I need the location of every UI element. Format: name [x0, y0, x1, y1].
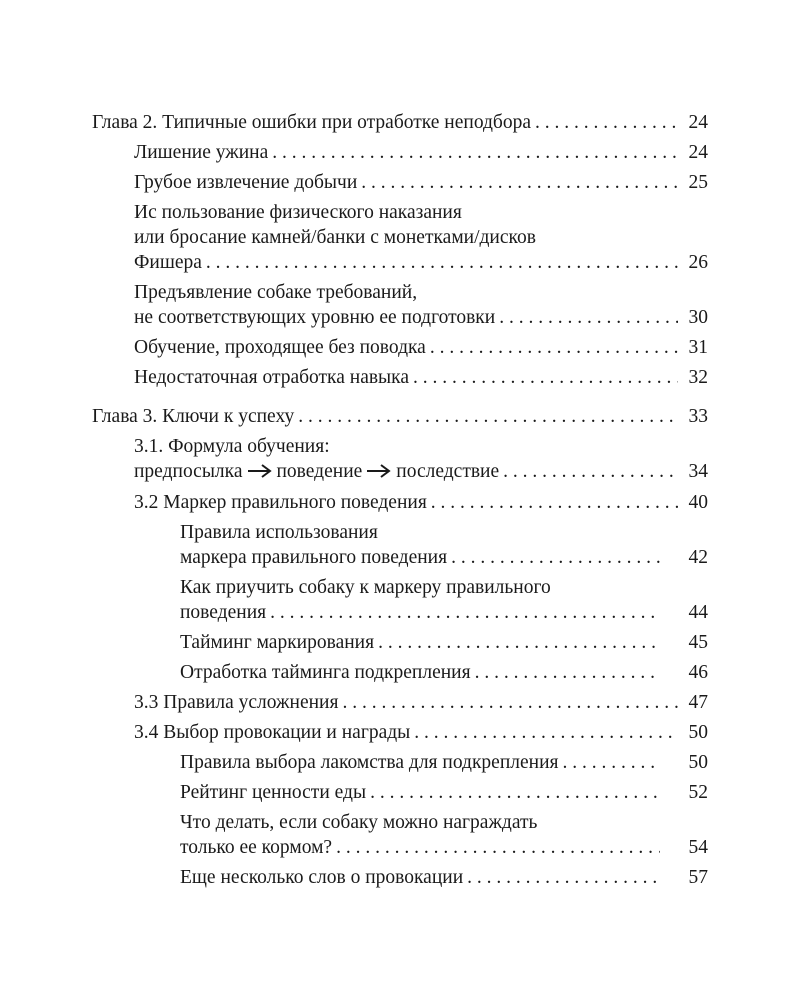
toc-entry-row: [180, 750, 708, 775]
formula-term: последствие: [396, 461, 500, 482]
toc-entry-title: 3.2 Маркер правильного поведения: [134, 492, 427, 514]
toc-entry-line: 3.1. Формула обучения:: [134, 436, 330, 457]
dot-leader: [342, 690, 678, 715]
toc-entry-title: Фишера: [134, 252, 202, 273]
toc-entry-row: [134, 459, 708, 485]
toc-entry[interactable]: [180, 660, 708, 685]
toc-page-number: 40: [688, 492, 708, 514]
dot-leader: [298, 404, 678, 429]
toc-page-number: 44: [688, 602, 708, 624]
toc-entry-row: [92, 404, 708, 429]
toc-entry-title: 3.4 Выбор провокации и награды: [134, 722, 411, 744]
toc-page-number: 52: [688, 782, 708, 804]
toc-entry-row: [180, 660, 708, 685]
dot-leader: [206, 250, 678, 275]
toc-page-number: 42: [688, 547, 708, 569]
toc-entry[interactable]: [92, 110, 708, 135]
dot-leader: [361, 170, 678, 195]
dot-leader: [467, 865, 660, 890]
dot-leader: [336, 835, 660, 860]
dot-leader: [431, 490, 678, 515]
dot-leader: [562, 750, 660, 775]
toc-entry-title: Рейтинг ценности еды: [180, 782, 367, 804]
toc-entry-row: [180, 630, 708, 655]
toc-entry[interactable]: [180, 810, 708, 860]
toc-entry-line: Как приучить собаку к маркеру правильного: [180, 577, 551, 599]
dot-leader: [270, 600, 660, 625]
toc-entry[interactable]: [134, 690, 708, 715]
toc-entry[interactable]: [134, 280, 708, 330]
toc-entry[interactable]: [180, 630, 708, 655]
toc-entry-line: Правила использования: [180, 522, 378, 544]
toc-entry-row: [180, 545, 708, 570]
arrow-right-icon: [247, 460, 273, 485]
toc-entry-line: или бросание камней/банки с монетками/дисков: [134, 227, 536, 248]
toc-entry[interactable]: [180, 865, 708, 890]
dot-leader: [378, 630, 660, 655]
toc-entry-row: [180, 780, 708, 805]
toc-page-number: 32: [688, 367, 708, 388]
toc-entry[interactable]: [134, 200, 708, 275]
toc-entry-title: Глава 2. Типичные ошибки при отработке неподбора: [92, 112, 532, 133]
arrow-right-icon: [366, 460, 392, 485]
toc-page-number: 24: [688, 142, 708, 163]
toc-entry-title: только ее кормом?: [180, 837, 333, 859]
toc-page-number: 46: [688, 662, 708, 684]
table-of-contents: [92, 110, 708, 895]
toc-entry[interactable]: [180, 780, 708, 805]
toc-entry[interactable]: [134, 720, 708, 745]
toc-page-number: 30: [688, 307, 708, 328]
toc-entry-row: [134, 305, 708, 330]
toc-page-number: 24: [688, 112, 708, 133]
toc-entry-row: [134, 720, 708, 745]
toc-entry-line: Ис пользование физического наказания: [134, 202, 462, 223]
toc-entry-row: [134, 490, 708, 515]
toc-page-number: 50: [688, 752, 708, 774]
toc-entry[interactable]: [180, 575, 708, 625]
toc-page-number: 50: [688, 722, 708, 744]
dot-leader: [413, 365, 678, 390]
toc-entry[interactable]: [134, 140, 708, 165]
toc-entry[interactable]: [92, 404, 708, 429]
toc-entry-row: [180, 600, 708, 625]
toc-entry-row: [134, 170, 708, 195]
toc-entry-row: [92, 110, 708, 135]
toc-page-number: 57: [688, 867, 708, 889]
toc-entry-title: Тайминг маркирования: [180, 632, 375, 654]
formula-term: предпосылка: [134, 461, 243, 482]
toc-entry-title: Отработка тайминга подкрепления: [180, 662, 471, 684]
toc-page-number: 25: [688, 172, 708, 193]
toc-entry[interactable]: [180, 750, 708, 775]
toc-entry-title: Глава 3. Ключи к успеху: [92, 406, 295, 427]
toc-entry-title: маркера правильного поведения: [180, 547, 448, 569]
dot-leader: [499, 305, 678, 330]
toc-entry-row: [180, 865, 708, 890]
toc-entry[interactable]: [134, 335, 708, 360]
dot-leader: [503, 459, 678, 484]
dot-leader: [475, 660, 660, 685]
toc-entry-row: [134, 140, 708, 165]
toc-page-number: 31: [688, 337, 708, 358]
toc-entry-title: Лишение ужина: [134, 142, 269, 163]
dot-leader: [414, 720, 678, 745]
toc-page-number: 34: [688, 461, 708, 482]
toc-entry[interactable]: [134, 365, 708, 390]
dot-leader: [430, 335, 678, 360]
toc-entry-row: [134, 335, 708, 360]
toc-entry-row: [134, 250, 708, 275]
toc-page-number: 26: [688, 252, 708, 273]
toc-entry[interactable]: [134, 490, 708, 515]
toc-page-number: 54: [688, 837, 708, 859]
toc-entry-title: поведения: [180, 602, 267, 624]
toc-entry-title: [134, 459, 499, 485]
toc-entry-title: Обучение, проходящее без поводка: [134, 337, 426, 358]
toc-entry-line: Что делать, если собаку можно награждать: [180, 812, 538, 834]
dot-leader: [370, 780, 660, 805]
toc-page-number: 45: [688, 632, 708, 654]
toc-page-number: 33: [688, 406, 708, 427]
dot-leader: [272, 140, 678, 165]
toc-entry-title: Еще несколько слов о провокации: [180, 867, 464, 889]
dot-leader: [535, 110, 678, 135]
toc-entry-title: Недостаточная отработка навыка: [134, 367, 409, 388]
toc-entry-row: [180, 835, 708, 860]
toc-entry-row: [134, 690, 708, 715]
formula-term: поведение: [276, 461, 363, 482]
toc-entry[interactable]: [134, 434, 708, 485]
toc-entry-title: Правила выбора лакомства для подкрепления: [180, 752, 559, 774]
toc-entry-line: Предъявление собаке требований,: [134, 282, 418, 303]
toc-entry[interactable]: [134, 170, 708, 195]
dot-leader: [451, 545, 660, 570]
toc-entry-title: Грубое извлечение добычи: [134, 172, 358, 193]
toc-page-number: 47: [688, 692, 708, 714]
toc-entry-row: [134, 365, 708, 390]
toc-entry-title: не соответствующих уровню ее подготовки: [134, 307, 496, 328]
toc-entry[interactable]: [180, 520, 708, 570]
toc-entry-title: 3.3 Правила усложнения: [134, 692, 339, 714]
